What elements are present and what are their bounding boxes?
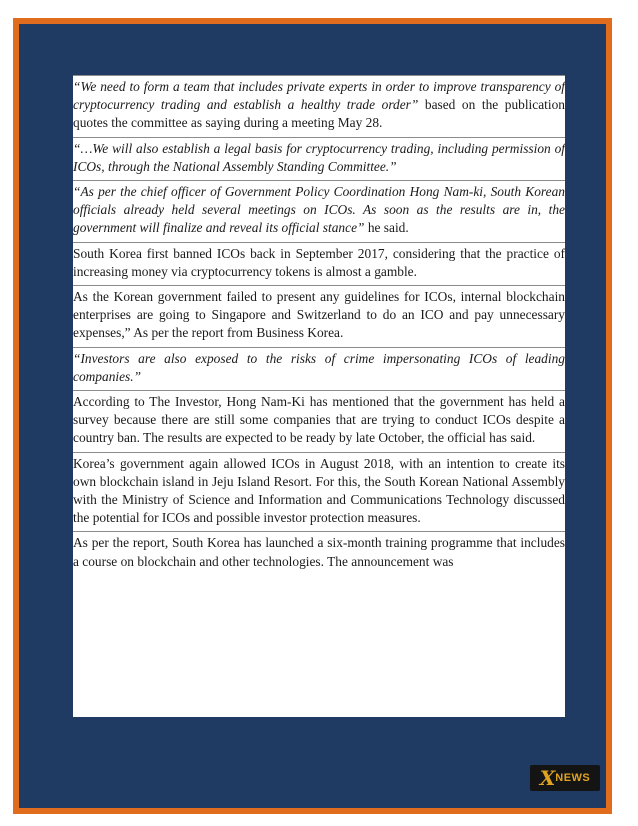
paragraph-7	[73, 390, 565, 452]
paragraph-2-quote: “…We will also establish a legal basis for cryptocurrency trading, including permission of ICOs, through the National Assembly Standing Committee.”	[73, 140, 565, 174]
paragraph-9	[73, 531, 565, 574]
paragraph-6	[73, 347, 565, 390]
paragraph-9-text: As per the report, South Korea has launched a six-month training programme that includes a course on blockchain and other technologies. The announcement was	[73, 535, 565, 569]
paragraph-3	[73, 180, 565, 242]
paragraph-3-quote: “As per the chief officer of Government Policy Coordination Hong Nam-ki, South Korean officials already held several meetings on ICOs. As soon as the results are in, the government will finalize and reveal its official stance”	[73, 184, 565, 236]
paragraph-1-quote: “We need to form a team that includes private experts in order to improve transparency of cryptocurrency trading and establish a healthy trade order”	[73, 79, 565, 113]
paragraph-2	[73, 137, 565, 180]
logo-text: NEWS	[555, 772, 591, 784]
paragraph-7-text: According to The Investor, Hong Nam-Ki has mentioned that the government has held a survey because there are still some companies that are trying to conduct ICOs despite a country ban. The results are expected to be ready by late October, the official has said.	[73, 394, 565, 446]
paragraph-5	[73, 285, 565, 347]
paragraph-1-text: based on the publication quotes the committee as saying during a meeting May 28.	[73, 97, 565, 131]
paragraph-8-text: Korea’s government again allowed ICOs in August 2018, with an intention to create its own blockchain island in Jeju Island Resort. For this, the South Korean National Assembly with the Ministry of Science and Information and Communications Technology discussed the potential for ICOs and possible investor protection measures.	[73, 455, 565, 526]
paragraph-4-text: South Korea first banned ICOs back in September 2017, considering that the practice of increasing money via cryptocurrency tokens is almost a gamble.	[73, 245, 565, 279]
paragraph-3-text: he said.	[364, 220, 409, 236]
paragraph-6-quote: “Investors are also exposed to the risks of crime impersonating ICOs of leading companies.”	[73, 350, 565, 384]
logo-x-mark: X	[539, 766, 555, 790]
xnews-logo	[530, 765, 600, 791]
article-body	[73, 75, 565, 717]
paragraph-4	[73, 242, 565, 285]
paragraph-1	[73, 75, 565, 137]
paragraph-5-text: As the Korean government failed to present any guidelines for ICOs, internal blockchain enterprises are going to Singapore and Switzerland to do an ICO and pay unnecessary expenses,” As per the report from Business Korea.	[73, 289, 565, 341]
paragraph-8	[73, 452, 565, 532]
